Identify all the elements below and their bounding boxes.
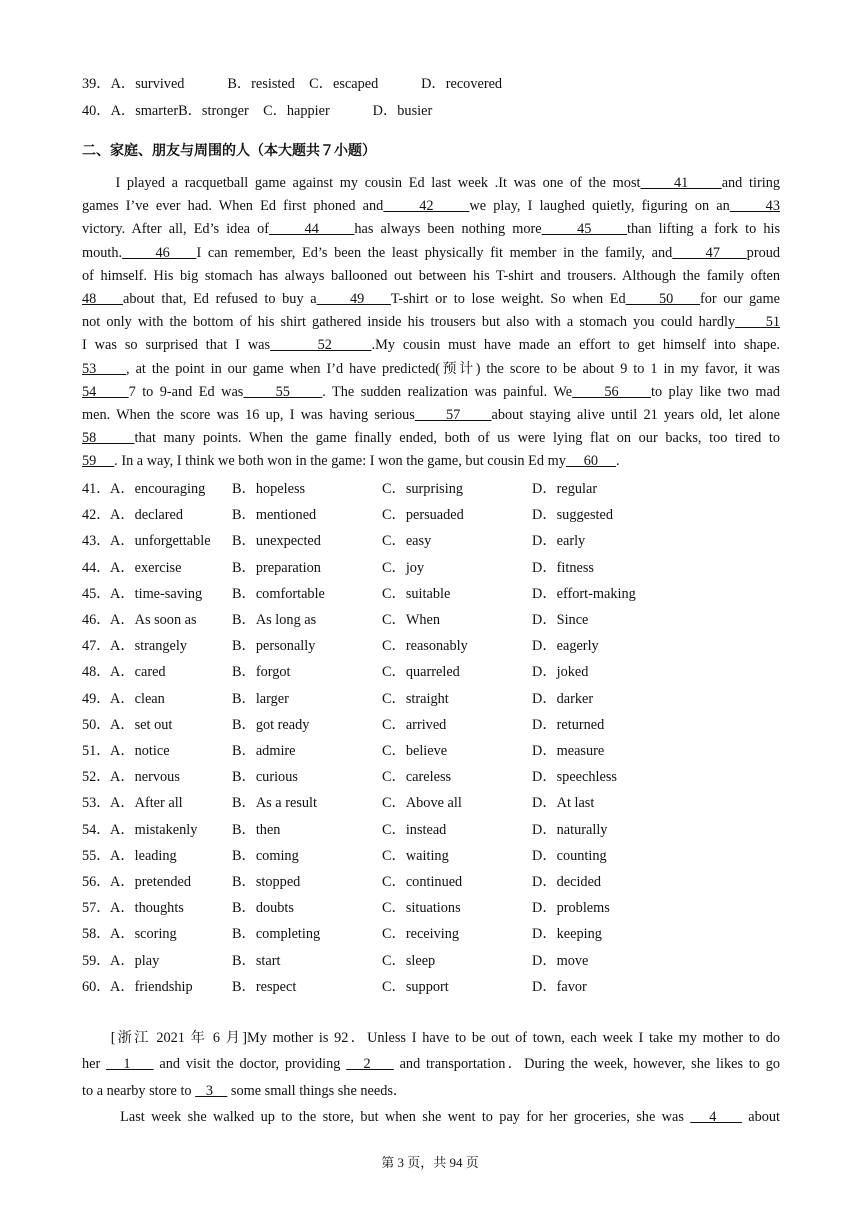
answer-option: C．When bbox=[382, 612, 440, 628]
passage-text: I was so surprised that I was bbox=[82, 337, 271, 354]
question-number: 53． bbox=[82, 795, 111, 812]
blank: 2 bbox=[346, 1056, 394, 1073]
passage-text: than lifting a fork to his bbox=[626, 221, 781, 238]
blank: 3 bbox=[195, 1082, 228, 1099]
passage-line bbox=[82, 1054, 780, 1074]
question-number: 49． bbox=[82, 690, 111, 707]
passage-text: her bbox=[82, 1056, 107, 1073]
answer-option: C．easy bbox=[382, 533, 432, 550]
passage-text: mouth. bbox=[82, 244, 123, 261]
passage-text: of himself. His big stomach has always ballooned out between his T-shirt and trousers. Although the family often bbox=[82, 267, 780, 284]
option-line: 40．A．smarterB．stronger C．happier D．busier bbox=[82, 103, 433, 119]
passage-line bbox=[82, 312, 780, 332]
answer-option: C．careless bbox=[382, 769, 452, 786]
answer-option: D．joked bbox=[532, 664, 589, 681]
answer-option: B．larger bbox=[232, 690, 289, 707]
blank: 46 bbox=[122, 244, 197, 261]
passage-text: about staying alive until 21 years old, let alone bbox=[491, 407, 780, 423]
answer-option: B．As a result bbox=[232, 795, 317, 812]
answer-option: C．arrived bbox=[382, 716, 447, 733]
answer-option: A．As soon as bbox=[110, 612, 197, 628]
answer-option: D．measure bbox=[532, 743, 605, 759]
answer-option: B．doubts bbox=[232, 900, 294, 917]
blank: 55 bbox=[243, 383, 323, 400]
blank: 43 bbox=[729, 198, 780, 215]
answer-option: C．straight bbox=[382, 690, 449, 707]
answer-option: A．unforgettable bbox=[110, 533, 211, 550]
passage-text: T-shirt or to lose weight. So when Ed bbox=[390, 291, 626, 307]
question-number: 44． bbox=[82, 559, 111, 576]
question-number: 47． bbox=[82, 638, 111, 655]
blank: 48 bbox=[82, 291, 123, 307]
blank: 58 bbox=[82, 430, 135, 447]
answer-option: A．leading bbox=[110, 847, 177, 864]
passage-text: and transportation．During the week, however, she likes to go bbox=[393, 1056, 780, 1073]
answer-option: B．respect bbox=[232, 978, 297, 995]
question-number: 59． bbox=[82, 952, 111, 969]
passage-text: .My cousin must have made an effort to get himself into shape. bbox=[371, 337, 781, 354]
option-line: 39．A．survived B．resisted C．escaped D．recovered bbox=[82, 76, 503, 92]
answer-option: D．regular bbox=[532, 481, 598, 497]
passage-text: 7 to 9-and Ed was bbox=[128, 383, 244, 400]
answer-option: C．instead bbox=[382, 821, 447, 838]
passage-text: that many points. When the game finally ended, both of us were lying flat on our backs, too tired to bbox=[134, 430, 780, 447]
question-number: 51． bbox=[82, 743, 111, 759]
answer-option: A．After all bbox=[110, 795, 183, 812]
answer-option: D．problems bbox=[532, 900, 610, 917]
answer-option: D．At last bbox=[532, 795, 595, 812]
passage-text: and visit the doctor, providing bbox=[153, 1056, 347, 1073]
passage-line bbox=[82, 382, 780, 402]
answer-option: B．forgot bbox=[232, 664, 291, 681]
question-number: 55． bbox=[82, 847, 111, 864]
answer-option: B．stopped bbox=[232, 874, 301, 890]
answer-option: B．admire bbox=[232, 743, 296, 759]
answer-option: C．quarreled bbox=[382, 664, 460, 681]
passage-line bbox=[82, 405, 780, 425]
passage-text: for our game bbox=[699, 291, 780, 307]
blank: 44 bbox=[269, 221, 355, 238]
passage-text: proud bbox=[746, 244, 781, 261]
answer-option: B．comfortable bbox=[232, 585, 325, 602]
question-number: 43． bbox=[82, 533, 111, 550]
answer-option: A．play bbox=[110, 952, 160, 969]
question-number: 50． bbox=[82, 716, 111, 733]
blank: 59 bbox=[82, 453, 115, 470]
passage-text: I played a racquetball game against my cousin Ed last week .It was one of the most bbox=[82, 175, 641, 191]
answer-option: B．mentioned bbox=[232, 507, 317, 524]
blank: 49 bbox=[316, 291, 391, 307]
passage-text: . In a way, I think we both won in the game: I won the game, but cousin Ed my bbox=[114, 453, 566, 470]
passage-line bbox=[82, 173, 780, 193]
answer-option: A．friendship bbox=[110, 978, 193, 995]
question-number: 60． bbox=[82, 978, 111, 995]
answer-option: D．counting bbox=[532, 847, 607, 864]
passage-line bbox=[82, 266, 780, 286]
answer-option: D．favor bbox=[532, 978, 587, 995]
passage-line bbox=[82, 1028, 780, 1048]
passage-text: men. When the score was 16 up, I was having serious bbox=[82, 407, 415, 423]
question-number: 42． bbox=[82, 507, 111, 524]
answer-option: A．thoughts bbox=[110, 900, 184, 917]
answer-option: D．early bbox=[532, 533, 586, 550]
question-number: 45． bbox=[82, 585, 111, 602]
question-number: 56． bbox=[82, 874, 111, 890]
blank: 45 bbox=[541, 221, 627, 238]
blank: 51 bbox=[735, 314, 780, 331]
passage-line bbox=[82, 1081, 780, 1101]
passage-text: not only with the bottom of his shirt gathered inside his trousers but also with a stomach you could hardly bbox=[82, 314, 736, 331]
page-footer: 第 3 页，共 94 页 bbox=[381, 1155, 479, 1170]
answer-option: B．personally bbox=[232, 638, 316, 655]
passage-text: [浙江 2021 年 6 月]My mother is 92．Unless I have to be out of town, each week I take my mother to do bbox=[82, 1030, 780, 1046]
answer-option: C．situations bbox=[382, 900, 461, 917]
passage-text: about bbox=[741, 1108, 780, 1125]
question-number: 48． bbox=[82, 664, 111, 681]
passage-text: to a nearby store to bbox=[82, 1082, 196, 1099]
passage-line bbox=[82, 289, 780, 309]
answer-option: D．decided bbox=[532, 874, 602, 890]
passage-text: we play, I laughed quietly, figuring on an bbox=[469, 198, 730, 215]
question-number: 54． bbox=[82, 821, 111, 838]
answer-option: B．then bbox=[232, 821, 281, 838]
passage-text: . The sudden realization was painful. We bbox=[322, 383, 573, 400]
answer-option: C．support bbox=[382, 978, 449, 995]
question-number: 46． bbox=[82, 612, 111, 628]
answer-option: C．suitable bbox=[382, 585, 451, 602]
answer-option: C．receiving bbox=[382, 926, 460, 943]
passage-line bbox=[82, 335, 780, 355]
answer-option: A．time-saving bbox=[110, 585, 203, 602]
answer-option: B．got ready bbox=[232, 716, 310, 733]
answer-option: A．strangely bbox=[110, 638, 188, 655]
blank: 57 bbox=[414, 407, 492, 423]
passage-line bbox=[82, 196, 780, 216]
question-number: 41． bbox=[82, 481, 111, 497]
answer-option: A．exercise bbox=[110, 559, 182, 576]
answer-option: B．start bbox=[232, 952, 281, 969]
answer-option: C．believe bbox=[382, 743, 448, 759]
blank: 50 bbox=[625, 291, 700, 307]
answer-option: D．darker bbox=[532, 690, 594, 707]
answer-option: B．unexpected bbox=[232, 533, 321, 550]
answer-option: A．set out bbox=[110, 716, 173, 733]
blank: 60 bbox=[565, 453, 616, 470]
passage-line bbox=[82, 428, 780, 448]
answer-option: D．naturally bbox=[532, 821, 608, 838]
passage-text: has always been nothing more bbox=[354, 221, 542, 238]
passage-text: , at the point in our game when I’d have predicted(预计) the score to be about 9 to 1 in my favor, it was bbox=[126, 360, 780, 377]
blank: 47 bbox=[672, 244, 747, 261]
answer-option: A．mistakenly bbox=[110, 821, 198, 838]
answer-option: B．As long as bbox=[232, 612, 317, 628]
passage-text: games I’ve ever had. When Ed first phoned and bbox=[82, 198, 384, 215]
passage-text: Last week she walked up to the store, but when she went to pay for her groceries, she was bbox=[82, 1108, 691, 1125]
blank: 1 bbox=[106, 1056, 154, 1073]
answer-option: A．clean bbox=[110, 690, 165, 707]
passage-text: some small things she needs． bbox=[227, 1082, 408, 1099]
answer-option: B．preparation bbox=[232, 559, 321, 576]
passage-text: I can remember, Ed’s been the least physically fit member in the family, and bbox=[196, 244, 673, 261]
answer-option: A．pretended bbox=[110, 874, 191, 890]
passage-text: and tiring bbox=[721, 175, 780, 191]
blank: 41 bbox=[640, 175, 722, 191]
blank: 53 bbox=[82, 360, 127, 377]
answer-option: C．sleep bbox=[382, 952, 436, 969]
passage-line bbox=[82, 219, 780, 239]
answer-option: C．reasonably bbox=[382, 638, 468, 655]
answer-option: C．persuaded bbox=[382, 507, 464, 524]
answer-option: A．notice bbox=[110, 743, 170, 759]
answer-option: D．keeping bbox=[532, 926, 602, 943]
answer-option: D．move bbox=[532, 952, 589, 969]
blank: 4 bbox=[690, 1108, 742, 1125]
blank: 54 bbox=[82, 383, 129, 400]
answer-option: D．returned bbox=[532, 716, 605, 733]
answer-option: A．cared bbox=[110, 664, 166, 681]
answer-option: A．scoring bbox=[110, 926, 177, 943]
question-number: 57． bbox=[82, 900, 111, 917]
answer-option: D．Since bbox=[532, 612, 589, 628]
passage-text: about that, Ed refused to buy a bbox=[122, 291, 317, 307]
answer-option: D．effort-making bbox=[532, 585, 636, 602]
passage-text: . bbox=[615, 453, 620, 470]
answer-option: D．fitness bbox=[532, 559, 594, 576]
answer-option: C．surprising bbox=[382, 481, 464, 497]
answer-option: A．nervous bbox=[110, 769, 180, 786]
answer-option: D．suggested bbox=[532, 507, 614, 524]
blank: 56 bbox=[572, 383, 651, 400]
answer-option: D．eagerly bbox=[532, 638, 599, 655]
answer-option: A．encouraging bbox=[110, 481, 206, 497]
passage-line bbox=[82, 243, 780, 263]
question-number: 52． bbox=[82, 769, 111, 786]
answer-option: A．declared bbox=[110, 507, 184, 524]
answer-option: B．hopeless bbox=[232, 481, 306, 497]
answer-option: B．completing bbox=[232, 926, 321, 943]
answer-option: C．Above all bbox=[382, 795, 462, 812]
answer-option: C．waiting bbox=[382, 847, 449, 864]
answer-option: C．continued bbox=[382, 874, 463, 890]
passage-text: victory. After all, Ed’s idea of bbox=[82, 221, 270, 238]
question-number: 58． bbox=[82, 926, 111, 943]
passage-line bbox=[82, 451, 780, 471]
blank: 42 bbox=[383, 198, 470, 215]
passage-line bbox=[82, 359, 780, 379]
answer-option: B．curious bbox=[232, 769, 298, 786]
answer-option: D．speechless bbox=[532, 769, 617, 786]
answer-option: C．joy bbox=[382, 559, 425, 576]
blank: 52 bbox=[270, 337, 372, 354]
passage-line bbox=[82, 1107, 780, 1127]
passage-text: to play like two mad bbox=[650, 383, 781, 400]
answer-option: B．coming bbox=[232, 847, 299, 864]
section-title: 二、家庭、朋友与周围的人（本大题共７小题） bbox=[82, 143, 376, 159]
